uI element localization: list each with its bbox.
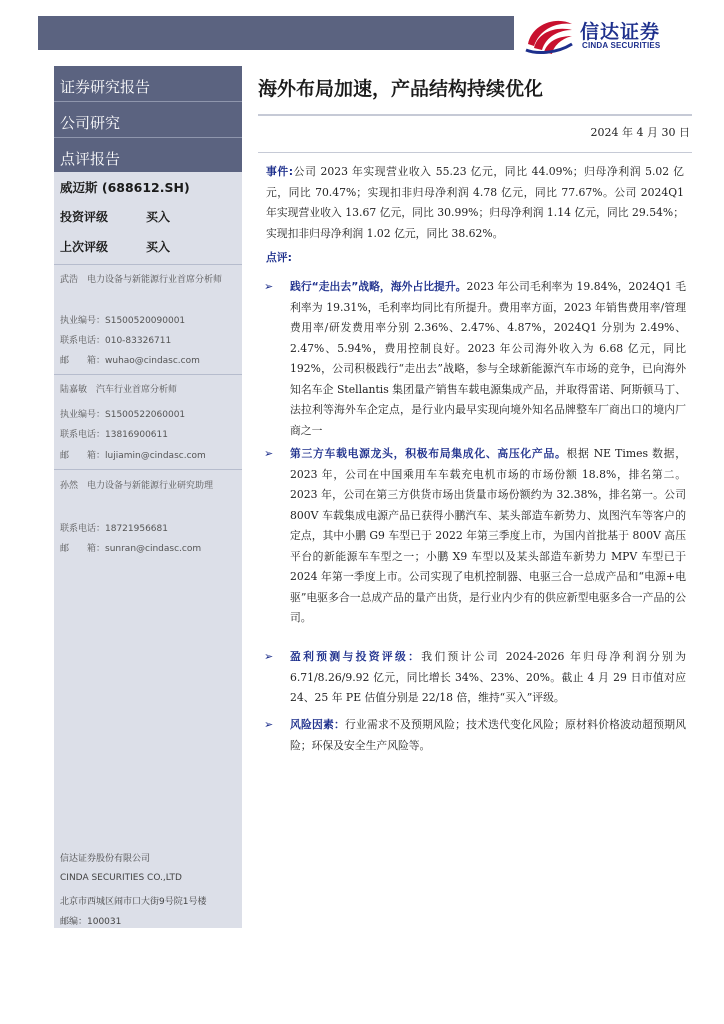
- divider: [54, 469, 242, 470]
- analyst-email: 邮 箱：sunran@cindasc.com: [60, 544, 202, 554]
- divider: [54, 101, 242, 102]
- sidebar: [54, 66, 242, 928]
- divider: [54, 374, 242, 375]
- analyst-title: 武浩 电力设备与新能源行业首席分析师: [60, 275, 223, 285]
- divider: [258, 114, 692, 116]
- analyst-title: 孙然 电力设备与新能源行业研究助理: [60, 481, 214, 491]
- prev-rating-label: 上次评级: [60, 240, 109, 254]
- analyst-email: 邮 箱：lujiamin@cindasc.com: [60, 451, 206, 461]
- divider: [258, 152, 692, 153]
- bullet-text: 根据 NE Times 数据，2023 年，公司在中国乘用车车载充电机市场的市场份额 18.8%，排名第二。2023 年，公司在第三方供货市场出货量市场份额约为 32.38%，排名第一。公司 800V 车载集成电源产品已获得小鹏汽车、某头部造车新势力、岚图汽车等客户的定点，其中小鹏 G9 车型已于 2022 年第三季度上市，为国内首批基于 800V 高压平台的新能源车车型之一；小鹏 X9 车型以及某头部造车新势力 MPV 车型已于 2024 年第一季度上市。公司实现了电机控制器、电驱三合一总成产品和“电源+电驱”电驱多合一总成产品的量产出货，是行业内少有的供应新型电驱多合一产品的公司。: [290, 447, 686, 624]
- bullet-text: 2023 年公司毛利率为 19.84%，2024Q1 毛利率为 19.31%，毛利率均同比有所提升。费用率方面，2023 年销售费用率/管理费用率/研发费用率分别 2.36%、2.47%、4.87%，2024Q1 分别为 2.49%、2.47%、5.94%，费用控制良好。2023 年公司海外收入为 6.68 亿元，同比 192%，公司积极践行“走出去”战略，参与全球新能源汽车市场的竞争，已向海外知名车企 Stellantis 集团量产销售车载电源集成产品，并取得雷诺、阿斯顿马丁、法拉利等海外车企定点，是行业内最早实现向境外知名品牌整车厂商出口的境内厂商之一: [290, 280, 686, 437]
- analyst-email: 邮 箱：wuhao@cindasc.com: [60, 356, 200, 366]
- bullet-arrow-icon: ➢: [264, 718, 274, 731]
- bullet-lead: 盈利预测与投资评级：: [290, 650, 422, 663]
- logo-mark-icon: [522, 14, 578, 56]
- cinda-logo: [522, 14, 702, 58]
- bullet-paragraph: [290, 444, 686, 629]
- header-bar: [38, 16, 514, 50]
- bullet-paragraph: [290, 277, 686, 441]
- bullet-paragraph: [290, 715, 686, 756]
- analyst-title: 陆嘉敏 汽车行业首席分析师: [60, 385, 178, 395]
- divider: [54, 264, 242, 265]
- bullet-text: 我们预计公司 2024-2026 年归母净利润分别为 6.71/8.26/9.92 亿元，同比增长 34%、23%、20%。截止 4 月 29 日市值对应 24、25 年 PE 估值分别是 22/18 倍，维持“买入”评级。: [290, 650, 686, 704]
- logo-en-text: CINDA SECURITIES: [582, 41, 661, 50]
- bullet-paragraph: [290, 647, 686, 709]
- review-heading: [266, 248, 684, 269]
- analyst-cert: 执业编号：S1500520090001: [60, 316, 186, 326]
- event-text: 公司 2023 年实现营业收入 55.23 亿元，同比 44.09%；归母净利润 5.02 亿元，同比 70.47%；实现扣非归母净利润 4.78 亿元，同比 77.67%。公司 2024Q1 年实现营业收入 13.67 亿元，同比 30.99%；归母净利润 1.14 亿元，同比 29.54%；实现扣非归母净利润 1.02 亿元，同比 38.62%。: [266, 165, 684, 240]
- bullet-lead: 风险因素：: [290, 718, 346, 731]
- analyst-cert: 执业编号：S1500522060001: [60, 410, 186, 420]
- analyst-phone: 联系电话：010-83326711: [60, 336, 172, 346]
- bullet-lead: 践行“走出去”战略，海外占比提升。: [290, 280, 467, 293]
- sidebar-tab-review-report: 点评报告: [60, 150, 121, 168]
- bullet-lead: 第三方车载电源龙头，积极布局集成化、高压化产品。: [290, 447, 567, 460]
- footer-company-en: CINDA SECURITIES CO.,LTD: [60, 873, 182, 883]
- footer-company-cn: 信达证券股份有限公司: [60, 854, 151, 864]
- footer-address: 北京市西城区闹市口大街9号院1号楼: [60, 897, 207, 907]
- bullet-arrow-icon: ➢: [264, 280, 274, 293]
- sidebar-tab-report-type: 证券研究报告: [60, 78, 151, 96]
- prev-rating-value: 买入: [146, 240, 171, 254]
- review-label: 点评:: [266, 251, 292, 264]
- company-name: 威迈斯 (688612.SH): [60, 180, 190, 195]
- event-label: 事件:: [266, 165, 294, 178]
- sidebar-header-block: [54, 66, 242, 172]
- bullet-arrow-icon: ➢: [264, 650, 274, 663]
- logo-cn-text: 信达证券: [580, 21, 661, 43]
- event-paragraph: [266, 162, 684, 244]
- sidebar-tab-company-research: 公司研究: [60, 114, 121, 132]
- page-title: 海外布局加速，产品结构持续优化: [258, 78, 544, 100]
- divider: [54, 137, 242, 138]
- bullet-text: 行业需求不及预期风险；技术迭代变化风险；原材料价格波动超预期风险；环保及安全生产风险等。: [290, 718, 686, 752]
- bullet-arrow-icon: ➢: [264, 447, 274, 460]
- analyst-phone: 联系电话：18721956681: [60, 524, 168, 534]
- rating-label: 投资评级: [60, 210, 109, 224]
- footer-postcode: 邮编：100031: [60, 917, 122, 927]
- rating-value: 买入: [146, 210, 171, 224]
- report-date: 2024 年 4 月 30 日: [590, 126, 690, 139]
- analyst-phone: 联系电话：13816900611: [60, 430, 168, 440]
